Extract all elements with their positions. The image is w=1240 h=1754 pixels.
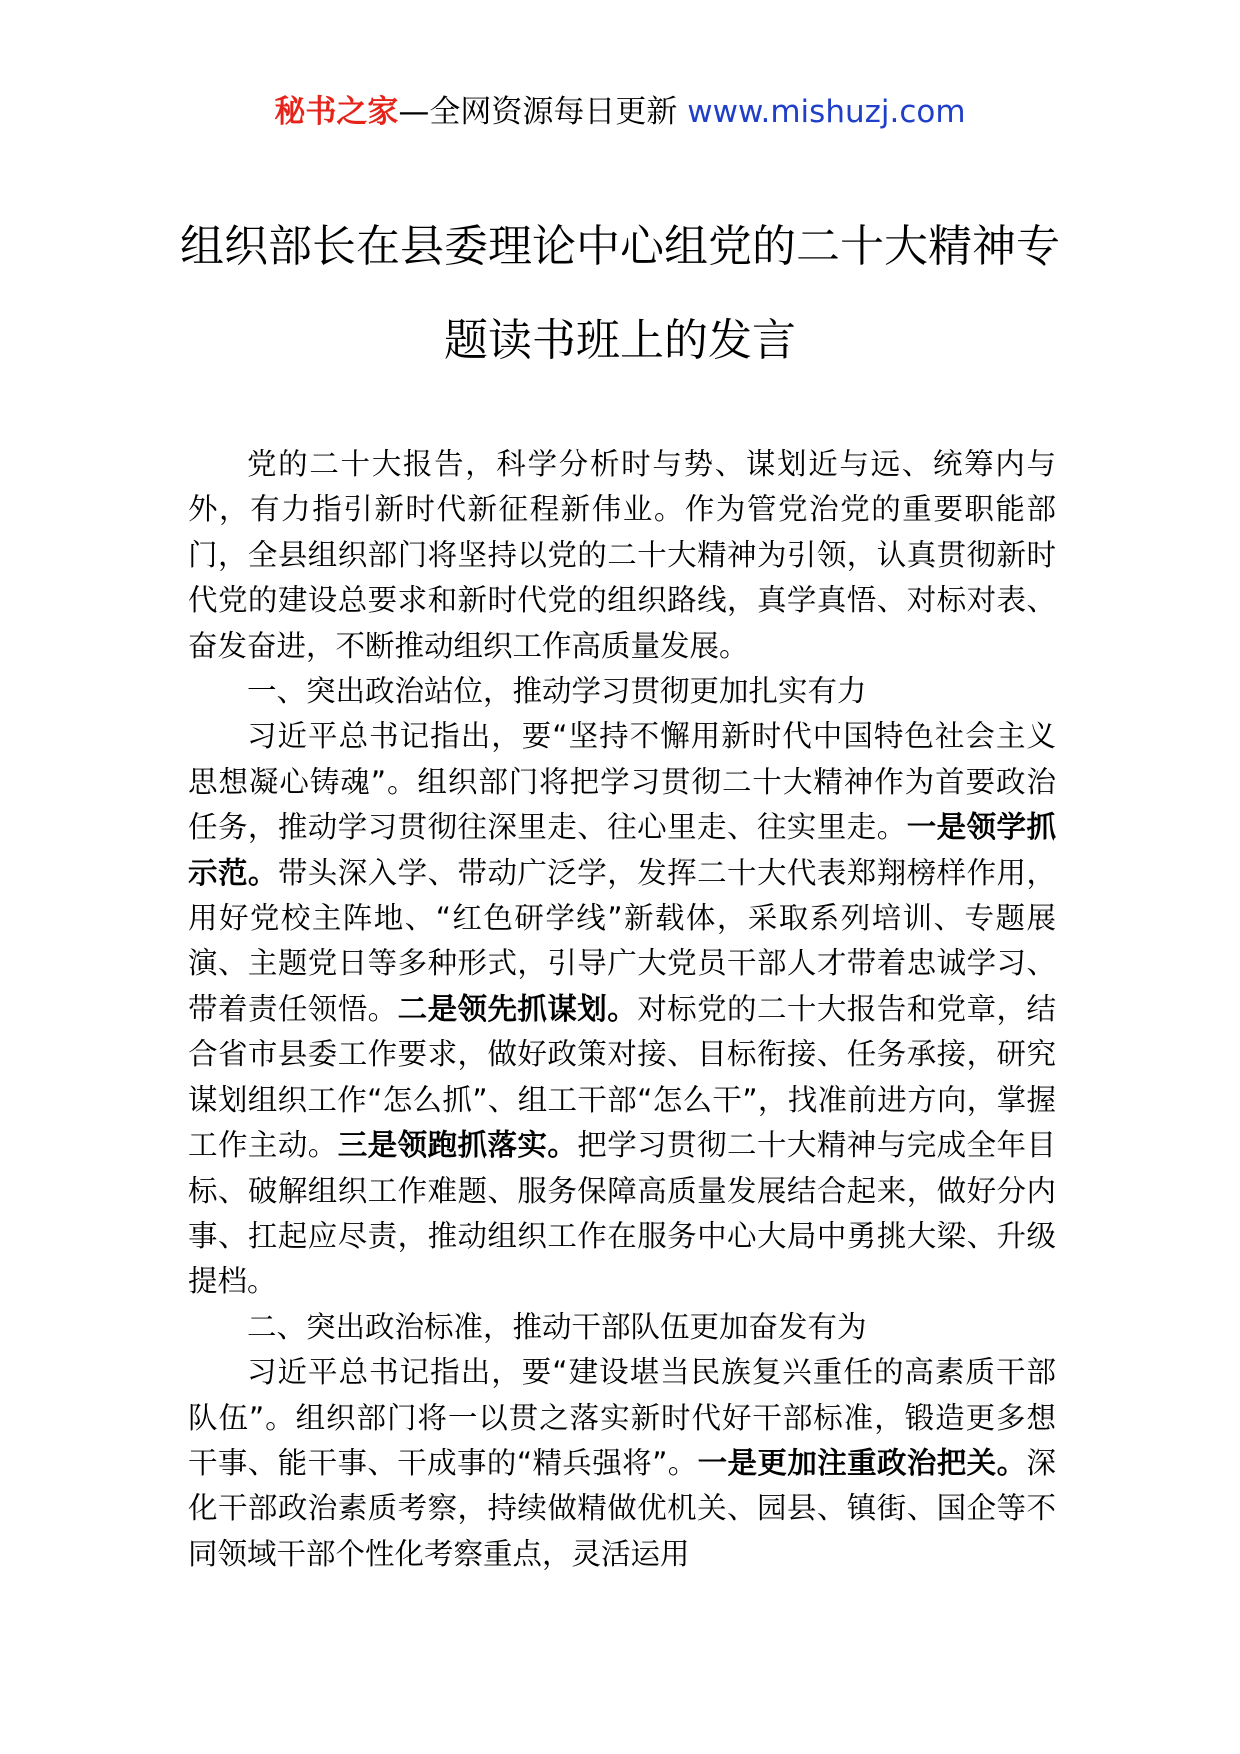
site-brand: 秘书之家: [274, 94, 399, 130]
section-2-paragraph: [188, 1350, 1056, 1577]
section-heading-1: 一、突出政治站位，推动学习贯彻更加扎实有力: [247, 674, 867, 709]
section-1-point-1: 一是领学抓示范。: [188, 810, 1056, 890]
section-2-text-a: 习近平总书记指出，要“建设堪当民族复兴重任的高素质干部队伍”。组织部门将一以贯之落实新时代好干部标准，锻造更多想干事、能干事、干成事的“精兵强将”。: [188, 1355, 1056, 1480]
section-1-point-3: 三是领跑抓落实。: [337, 1128, 578, 1163]
site-tagline: —全网资源每日更新: [398, 94, 678, 130]
intro-paragraph: 党的二十大报告，科学分析时与势、谋划近与远、统筹内与外，有力指引新时代新征程新伟业。作为管党治党的重要职能部门，全县组织部门将坚持以党的二十大精神为引领，认真贯彻新时代党的建设总要求和新时代党的组织路线，真学真悟、对标对表、奋发奋进，不断推动组织工作高质量发展。: [188, 447, 1056, 663]
section-1-text-d: 把学习贯彻二十大精神与完成全年目标、破解组织工作难题、服务保障高质量发展结合起来，做好分内事、扛起应尽责，推动组织工作在服务中心大局中勇挑大梁、升级提档。: [188, 1128, 1056, 1299]
section-1-paragraph: [188, 714, 1056, 1304]
section-1-text-a: 习近平总书记指出，要“坚持不懈用新时代中国特色社会主义思想凝心铸魂”。组织部门将把学习贯彻二十大精神作为首要政治任务，推动学习贯彻往深里走、往心里走、往实里走。: [188, 719, 1056, 845]
section-1-point-2: 二是领先抓谋划。: [397, 991, 638, 1026]
section-2-point-1: 一是更加注重政治把关。: [697, 1445, 1027, 1480]
document-body: [188, 442, 1056, 1577]
section-1-text-b: 带头深入学、带动广泛学，发挥二十大代表郑翔榜样作用，用好党校主阵地、“红色研学线”新载体，采取系列培训、专题展演、主题党日等多种形式，引导广大党员干部人才带着忠诚学习、带着责任领悟。: [188, 855, 1056, 1026]
site-url-link[interactable]: www.mishuzj.com: [687, 94, 966, 130]
section-1-text-c: 对标党的二十大报告和党章，结合省市县委工作要求，做好政策对接、目标衔接、任务承接，研究谋划组织工作“怎么抓”、组工干部“怎么干”，找准前进方向，掌握工作主动。: [188, 991, 1056, 1163]
section-2-text-b: 深化干部政治素质考察，持续做精做优机关、园县、镇街、国企等不同领域干部个性化考察重点，灵活运用: [188, 1445, 1056, 1571]
section-heading-2: 二、突出政治标准，推动干部队伍更加奋发有为: [247, 1309, 867, 1344]
document-title: 组织部长在县委理论中心组党的二十大精神专题读书班上的发言: [180, 221, 1060, 366]
site-banner: [0, 92, 1240, 132]
